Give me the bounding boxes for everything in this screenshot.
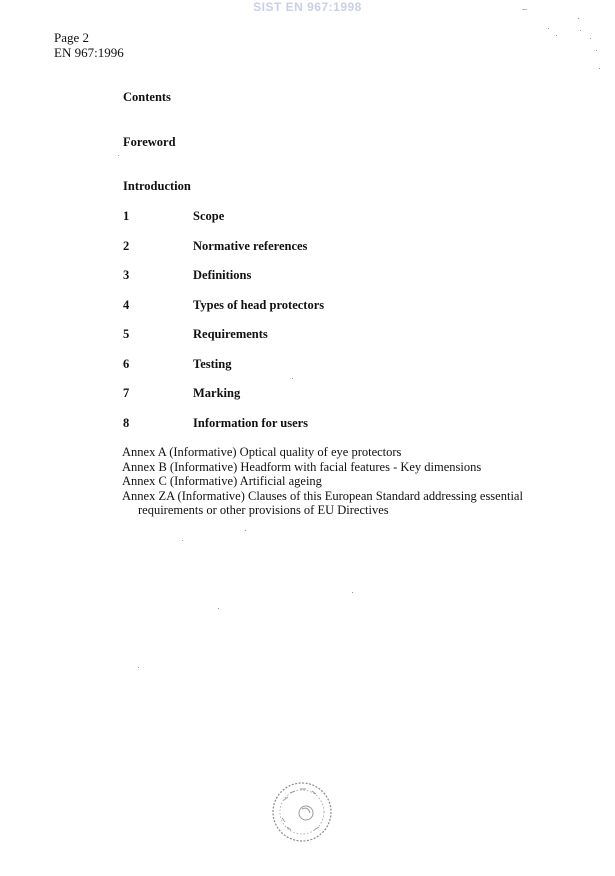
annex-za: Annex ZA (Informative) Clauses of this European Standard addressing essential bbox=[122, 488, 523, 503]
scan-speck bbox=[352, 592, 353, 593]
scan-speck bbox=[548, 28, 549, 29]
scan-speck bbox=[245, 530, 246, 531]
toc-item-scope bbox=[123, 209, 543, 239]
toc-item-information-for-users bbox=[123, 416, 543, 446]
toc-number: 2 bbox=[123, 238, 130, 253]
toc-title: Scope bbox=[193, 209, 225, 223]
scan-speck bbox=[590, 38, 591, 39]
annex-za-continuation: requirements or other provisions of EU Directives bbox=[138, 503, 389, 518]
annex-list bbox=[122, 445, 542, 518]
toc-number: 8 bbox=[123, 415, 130, 430]
toc-item-definitions bbox=[123, 268, 543, 298]
toc-title: Types of head protectors bbox=[193, 297, 325, 312]
toc-introduction: Introduction bbox=[123, 179, 191, 193]
scan-speck bbox=[556, 35, 557, 36]
official-stamp bbox=[270, 780, 334, 844]
toc-title: Definitions bbox=[193, 268, 252, 282]
toc-number: 3 bbox=[123, 268, 130, 282]
toc-title: Normative references bbox=[193, 238, 308, 253]
scan-speck bbox=[292, 378, 293, 379]
watermark: SIST EN 967:1998 bbox=[253, 0, 362, 14]
scan-speck bbox=[578, 18, 579, 19]
toc-item-testing bbox=[123, 357, 543, 387]
scan-speck bbox=[138, 667, 139, 668]
toc-number: 4 bbox=[123, 297, 130, 312]
table-of-contents bbox=[123, 209, 543, 445]
toc-number: 5 bbox=[123, 327, 130, 341]
annex-b: Annex B (Informative) Headform with facial features - Key dimensions bbox=[122, 459, 482, 474]
page-header bbox=[54, 30, 124, 60]
scan-speck bbox=[118, 155, 119, 156]
toc-number: 1 bbox=[123, 209, 130, 223]
toc-number: 6 bbox=[123, 356, 130, 371]
annex-a: Annex A (Informative) Optical quality of eye protectors bbox=[122, 445, 402, 459]
scan-speck bbox=[596, 50, 597, 51]
toc-title: Marking bbox=[193, 386, 241, 400]
toc-title: Testing bbox=[193, 356, 232, 371]
scan-speck bbox=[182, 540, 183, 541]
scan-speck bbox=[580, 30, 581, 31]
annex-c: Annex C (Informative) Artificial ageing bbox=[122, 474, 322, 489]
toc-item-marking bbox=[123, 386, 543, 416]
scan-speck bbox=[599, 68, 600, 69]
scan-speck bbox=[218, 608, 219, 609]
contents-title: Contents bbox=[123, 90, 171, 104]
toc-item-requirements bbox=[123, 327, 543, 357]
toc-title: Information for users bbox=[193, 415, 309, 430]
toc-foreword: Foreword bbox=[123, 135, 176, 149]
scan-speck bbox=[522, 9, 527, 10]
page-number: Page 2 bbox=[54, 30, 90, 45]
toc-number: 7 bbox=[123, 386, 130, 400]
toc-item-normative-references bbox=[123, 239, 543, 269]
toc-item-types-of-head-protectors bbox=[123, 298, 543, 328]
toc-title: Requirements bbox=[193, 327, 268, 341]
standard-number: EN 967:1996 bbox=[54, 45, 124, 60]
